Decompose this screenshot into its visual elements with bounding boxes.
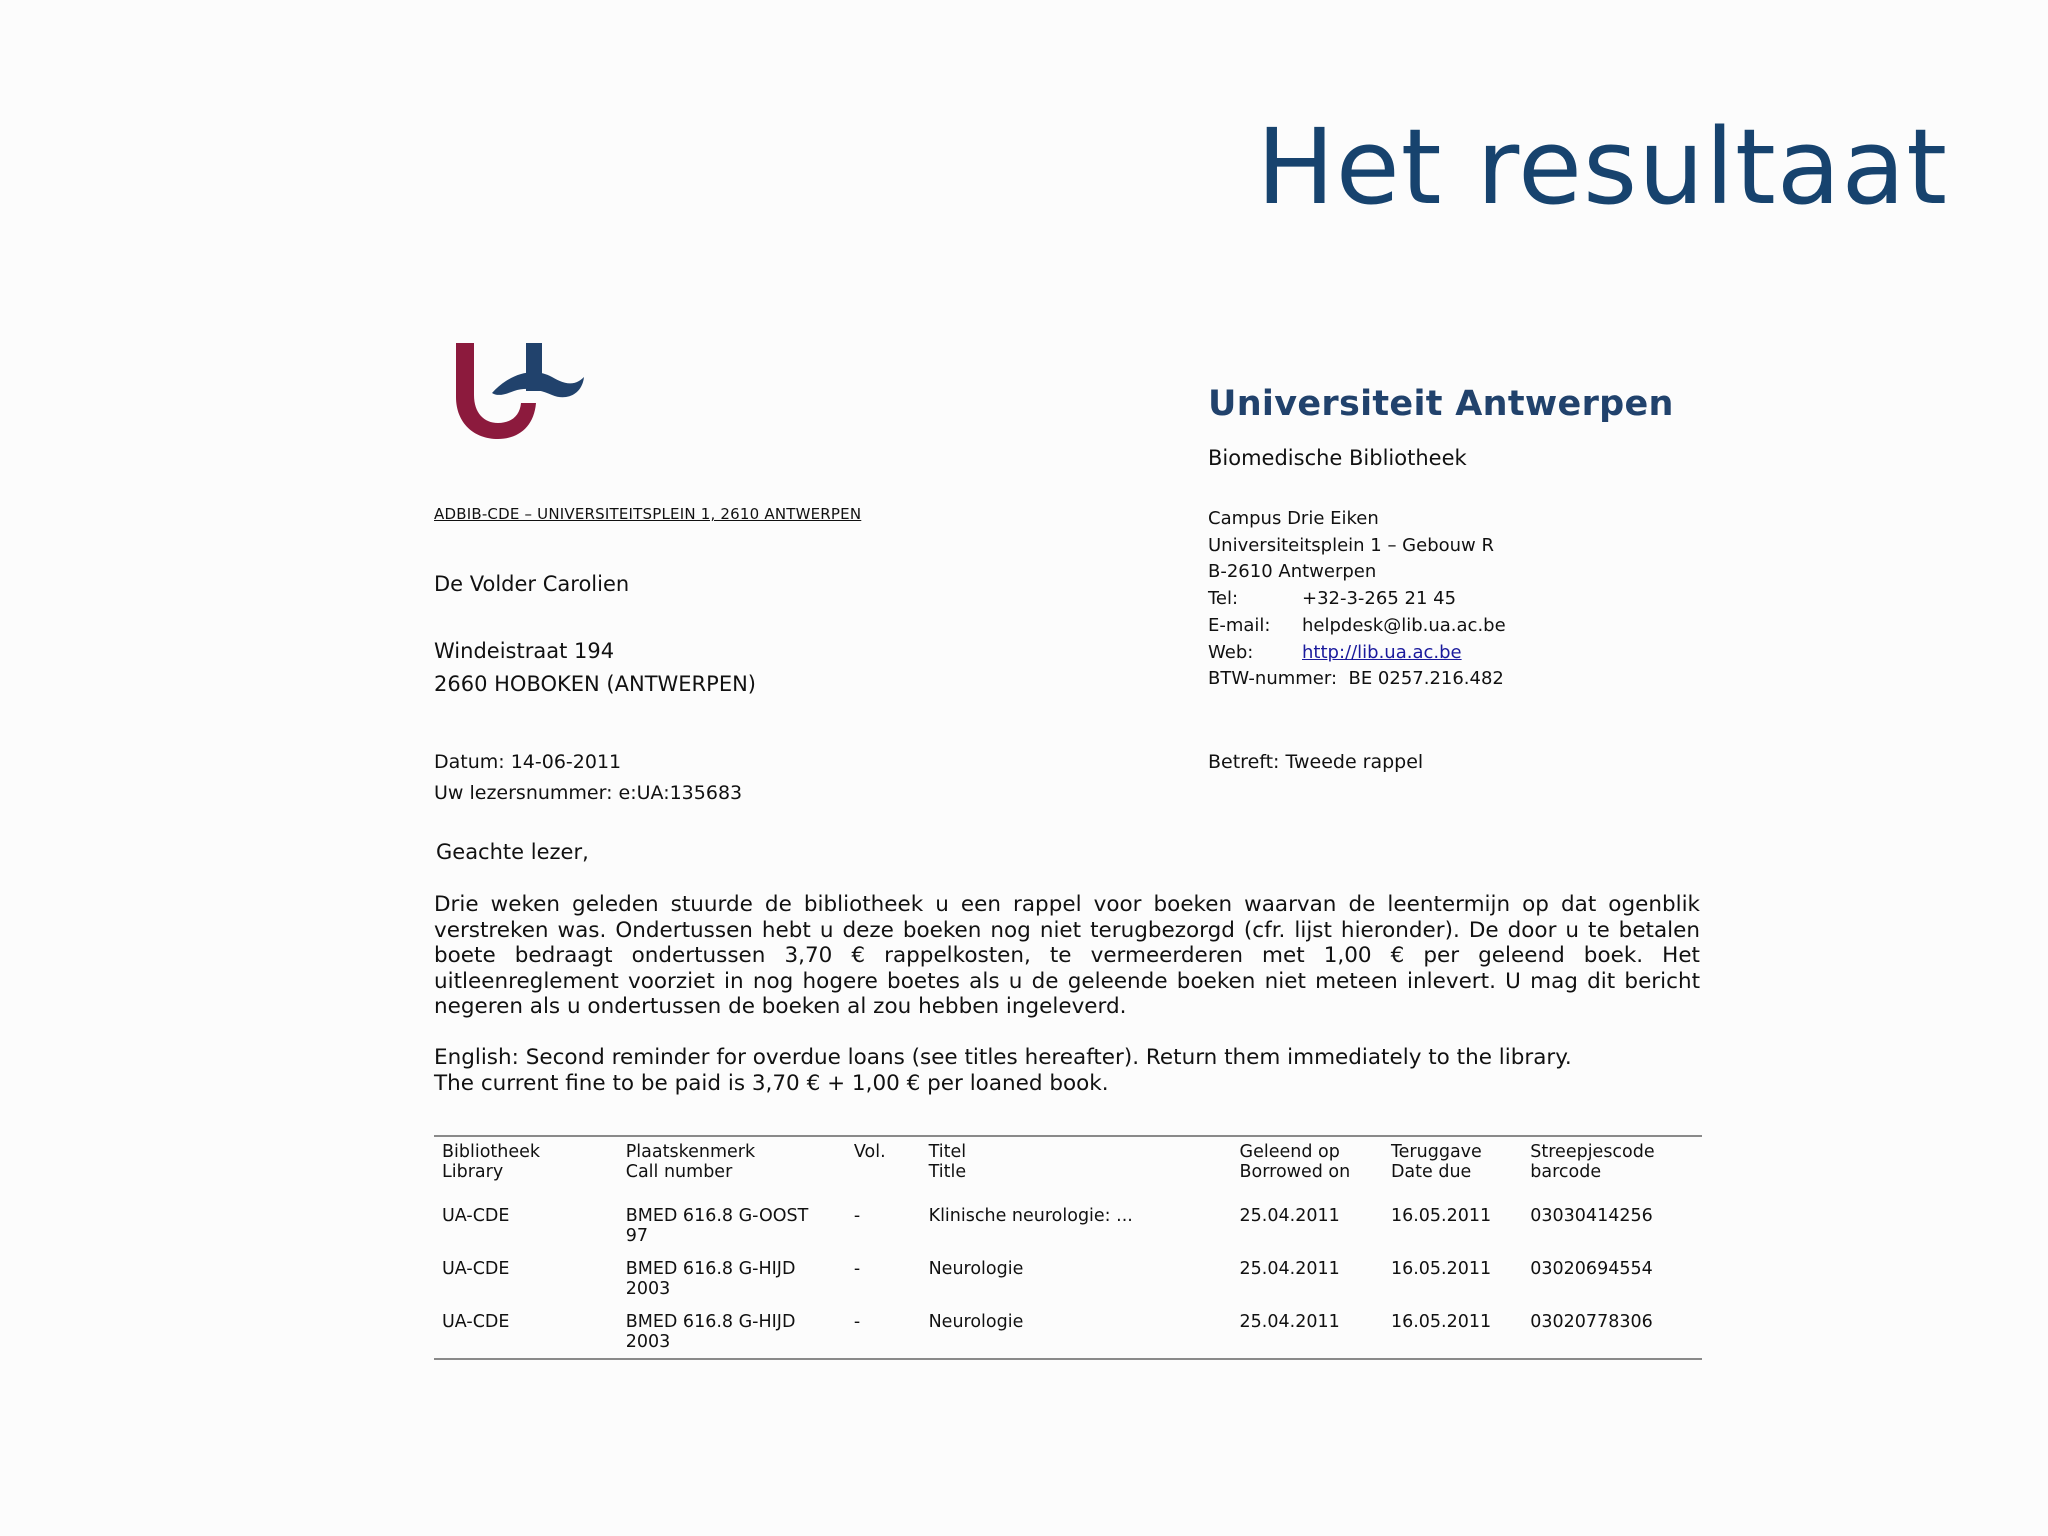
recipient-city: 2660 HOBOKEN (ANTWERPEN) — [434, 672, 756, 696]
cell-borrowed-on: 25.04.2011 — [1239, 1312, 1340, 1332]
cell-title: Neurologie — [928, 1312, 1024, 1332]
cell-call-number: BMED 616.8 G-HIJD 2003 — [625, 1259, 796, 1299]
cell-library: UA-CDE — [442, 1206, 510, 1226]
body-paragraph-en-line-1: English: Second reminder for overdue loans (see titles hereafter). Return them immediately to the library. — [434, 1045, 1572, 1070]
contact-vat — [1208, 668, 1504, 689]
table-row — [434, 1259, 1702, 1312]
reader-number: Uw lezersnummer: e:UA:135683 — [434, 782, 743, 804]
web-label: Web: — [1208, 642, 1254, 663]
cell-barcode: 03020694554 — [1530, 1259, 1653, 1279]
slide-title: Het resultaat — [1256, 106, 1948, 228]
email-label: E-mail: — [1208, 615, 1271, 636]
letter-subject: Betreft: Tweede rappel — [1208, 751, 1424, 773]
contact-tel — [1208, 588, 1456, 609]
vat-value: BE 0257.216.482 — [1348, 668, 1504, 689]
web-link[interactable]: http://lib.ua.ac.be — [1302, 642, 1462, 663]
header-barcode: Streepjescode barcode — [1530, 1142, 1655, 1182]
body-paragraph-nl: Drie weken geleden stuurde de bibliotheek u een rappel voor boeken waarvan de leentermijn op dat ogenblik verstreken was. Ondertussen hebt u deze boeken nog niet terugbezorgd (cfr. lijst hieronder). De door u te betalen boete bedraagt ondertussen 3,70 € rappelkosten, te vermeerderen met 1,00 € per geleend boek. Het uitleenreglement voorziet in nog hogere boetes als u de geleende boeken niet meteen inlevert. U mag dit bericht negeren als u ondertussen de boeken al zou hebben ingeleverd. — [434, 892, 1700, 1019]
vat-label: BTW-nummer: — [1208, 668, 1338, 689]
body-paragraph-en-line-2: The current fine to be paid is 3,70 € + 1,00 € per loaned book. — [434, 1071, 1109, 1096]
cell-call-number: BMED 616.8 G-OOST 97 — [625, 1206, 809, 1246]
cell-library: UA-CDE — [442, 1259, 510, 1279]
university-name: Universiteit Antwerpen — [1208, 384, 1674, 424]
cell-volume: - — [853, 1259, 861, 1279]
cell-date-due: 16.05.2011 — [1390, 1259, 1492, 1279]
tel-value: +32-3-265 21 45 — [1302, 588, 1457, 609]
university-logo — [452, 337, 587, 442]
cell-library: UA-CDE — [442, 1312, 510, 1332]
header-library: Bibliotheek Library — [442, 1142, 541, 1182]
contact-email — [1208, 615, 1506, 636]
recipient-name: De Volder Carolien — [434, 572, 630, 596]
cell-call-number: BMED 616.8 G-HIJD 2003 — [625, 1312, 796, 1352]
cell-date-due: 16.05.2011 — [1390, 1206, 1492, 1226]
sender-line: ADBIB-CDE – UNIVERSITEITSPLEIN 1, 2610 ANTWERPEN — [434, 505, 862, 523]
address-line-2: Universiteitsplein 1 – Gebouw R — [1208, 535, 1495, 556]
cell-volume: - — [853, 1312, 861, 1332]
contact-web — [1208, 642, 1462, 663]
address-line-1: Campus Drie Eiken — [1208, 508, 1379, 529]
tel-label: Tel: — [1208, 588, 1239, 609]
header-volume: Vol. — [853, 1142, 886, 1162]
table-bottom-rule — [434, 1358, 1702, 1360]
header-borrowed-on: Geleend op Borrowed on — [1239, 1142, 1351, 1182]
table-top-rule — [434, 1135, 1702, 1137]
salutation: Geachte lezer, — [436, 840, 589, 864]
cell-title: Neurologie — [928, 1259, 1024, 1279]
header-title: Titel Title — [928, 1142, 967, 1182]
table-row — [434, 1206, 1702, 1259]
header-date-due: Teruggave Date due — [1390, 1142, 1482, 1182]
cell-volume: - — [853, 1206, 861, 1226]
cell-title: Klinische neurologie: ... — [928, 1206, 1133, 1226]
cell-date-due: 16.05.2011 — [1390, 1312, 1492, 1332]
letter-date: Datum: 14-06-2011 — [434, 751, 622, 773]
cell-barcode: 03030414256 — [1530, 1206, 1653, 1226]
cell-borrowed-on: 25.04.2011 — [1239, 1259, 1340, 1279]
department-name: Biomedische Bibliotheek — [1208, 446, 1467, 470]
cell-barcode: 03020778306 — [1530, 1312, 1653, 1332]
email-value: helpdesk@lib.ua.ac.be — [1302, 615, 1506, 636]
recipient-street: Windeistraat 194 — [434, 639, 615, 663]
header-call-number: Plaatskenmerk Call number — [625, 1142, 756, 1182]
cell-borrowed-on: 25.04.2011 — [1239, 1206, 1340, 1226]
address-line-3: B-2610 Antwerpen — [1208, 561, 1377, 582]
overdue-loans-table — [434, 1142, 1702, 1365]
table-header-row — [434, 1142, 1702, 1206]
